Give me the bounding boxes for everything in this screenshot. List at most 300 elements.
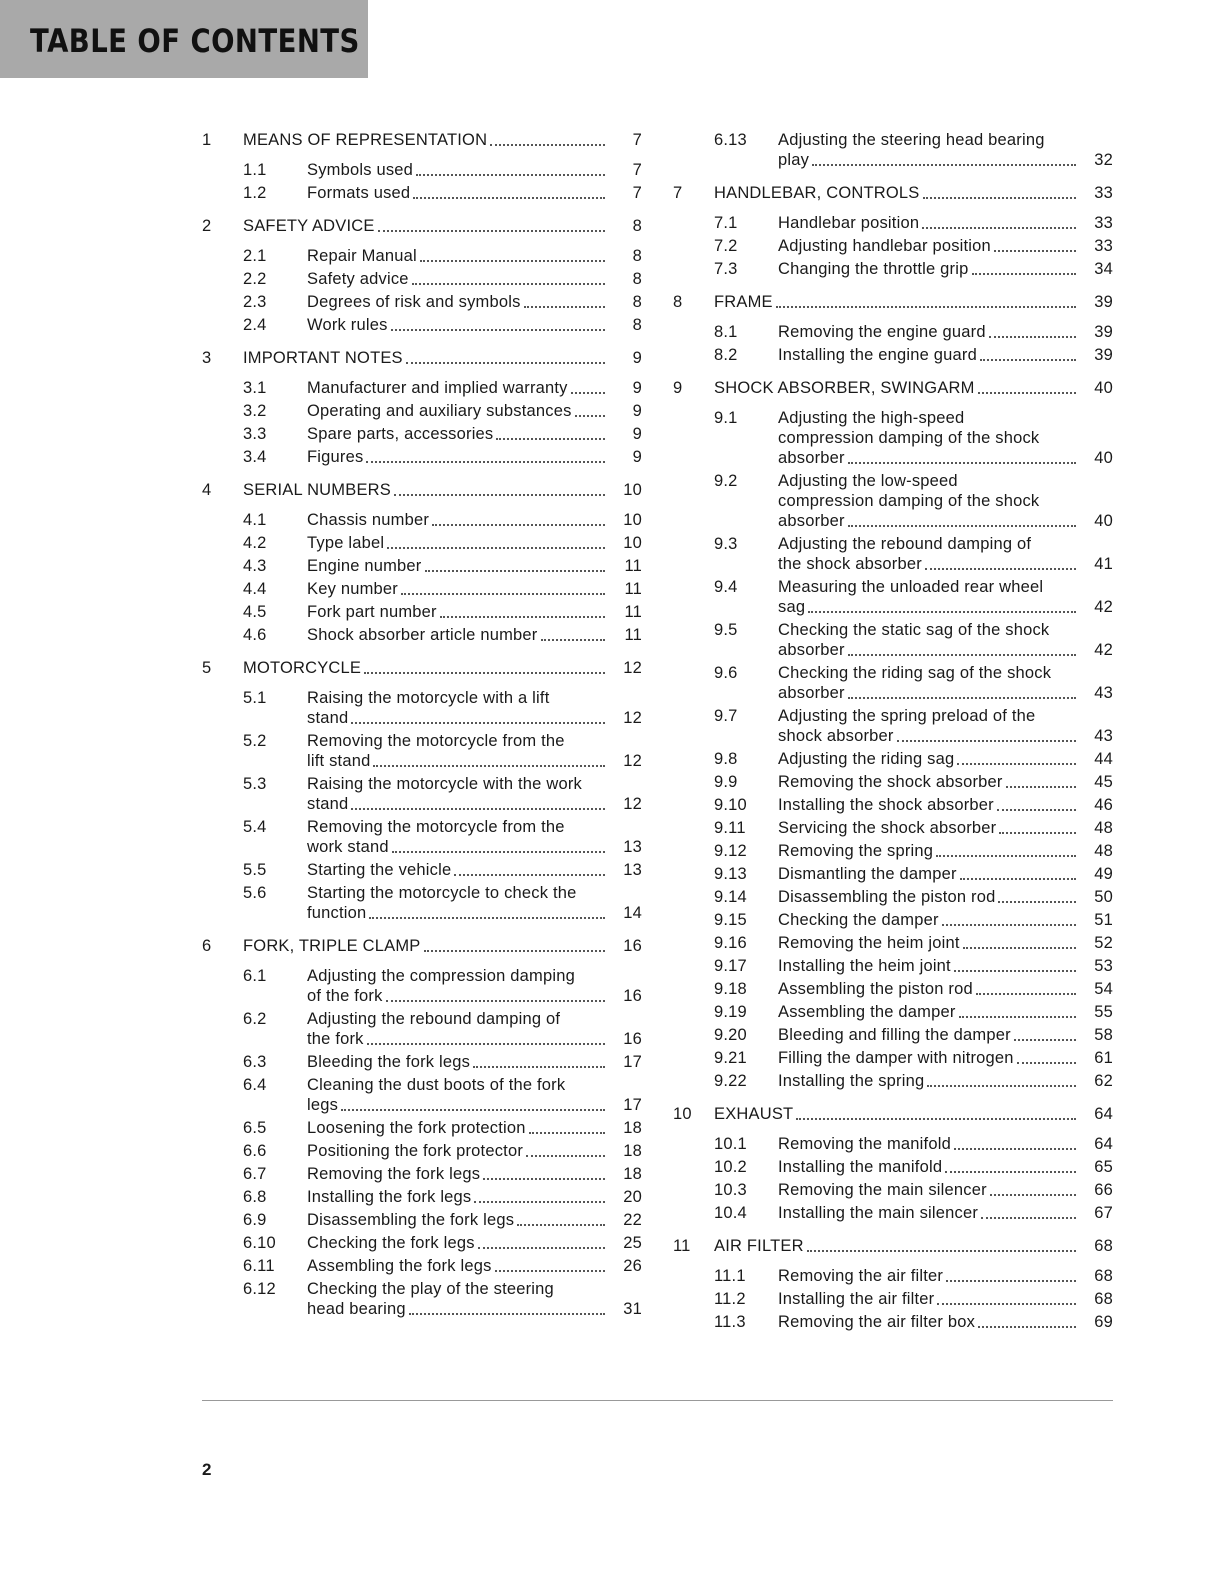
dot-leader (341, 1109, 605, 1111)
toc-entry-number: 2.1 (243, 247, 267, 265)
toc-entry-title-text: of the fork (307, 987, 383, 1005)
toc-entry-page: 16 (623, 987, 642, 1005)
toc-entry-title-text: Installing the main silencer (778, 1204, 979, 1222)
dot-leader (922, 227, 1076, 229)
toc-section-entry[interactable] (673, 1002, 1113, 1022)
page-number: 2 (202, 1460, 212, 1479)
toc-entry-number: 3 (202, 349, 212, 367)
toc-entry-number: 3.3 (243, 425, 267, 443)
toc-entry-title-line (307, 1009, 608, 1029)
toc-entry-title-text: absorber (778, 684, 845, 702)
toc-section-entry[interactable] (202, 1256, 642, 1276)
toc-entry-number: 9.10 (714, 796, 747, 814)
toc-entry-title-line (778, 471, 1079, 491)
toc-entry-number: 1.2 (243, 184, 267, 202)
toc-entry-page: 40 (1094, 512, 1113, 530)
toc-entry-title-text: Removing the fork legs (307, 1165, 481, 1183)
toc-entry-title-text: HANDLEBAR, CONTROLS (714, 184, 920, 202)
toc-entry-page: 46 (1094, 796, 1113, 814)
toc-section-entry[interactable] (202, 1075, 642, 1115)
dot-leader (529, 1132, 605, 1134)
toc-section-entry[interactable] (202, 424, 642, 444)
toc-entry-number: 9.7 (714, 707, 738, 725)
toc-entry-title-line (778, 1025, 1079, 1045)
toc-entry-title-text: Figures (307, 448, 364, 466)
toc-chapter-entry[interactable] (202, 348, 642, 368)
toc-section-entry[interactable] (202, 688, 642, 728)
toc-entry-title-line (307, 556, 608, 576)
toc-entry-number: 5.5 (243, 861, 267, 879)
toc-entry-title (307, 246, 608, 266)
toc-entry-title-text: Spare parts, accessories (307, 425, 494, 443)
toc-entry-page: 20 (623, 1188, 642, 1206)
toc-section-entry[interactable] (202, 378, 642, 398)
toc-entry-title-text: Removing the heim joint (778, 934, 960, 952)
toc-entry-title-line (778, 322, 1079, 342)
dot-leader (473, 1066, 605, 1068)
toc-section-entry[interactable] (202, 556, 642, 576)
toc-entry-title-line (307, 751, 608, 771)
toc-section-entry[interactable] (673, 1266, 1113, 1286)
toc-section-entry[interactable] (202, 510, 642, 530)
dot-leader (972, 273, 1077, 275)
dot-leader (976, 993, 1076, 995)
toc-section-entry[interactable] (202, 292, 642, 312)
toc-entry-number: 6.6 (243, 1142, 267, 1160)
toc-entry-number: 9.20 (714, 1026, 747, 1044)
dot-leader (571, 392, 605, 394)
toc-entry-number: 6.8 (243, 1188, 267, 1206)
toc-section-entry[interactable] (673, 749, 1113, 769)
toc-entry-title (778, 1312, 1079, 1332)
toc-section-entry[interactable] (673, 663, 1113, 703)
toc-entry-title-text: Installing the spring (778, 1072, 925, 1090)
toc-entry-title-text: Installing the shock absorber (778, 796, 994, 814)
toc-entry-title (778, 887, 1079, 907)
dot-leader (409, 1313, 605, 1315)
toc-entry-title (778, 1002, 1079, 1022)
toc-entry-page: 33 (1094, 184, 1113, 202)
toc-entry-title-text: function (307, 904, 367, 922)
toc-entry-page: 65 (1094, 1158, 1113, 1176)
dot-leader (978, 1326, 1076, 1328)
toc-entry-title-line (307, 986, 608, 1006)
toc-entry-title (714, 183, 1079, 203)
toc-entry-title-line (778, 795, 1079, 815)
toc-entry-title-text: Installing the engine guard (778, 346, 977, 364)
toc-entry-title-line (307, 883, 608, 903)
toc-chapter-entry[interactable] (673, 292, 1113, 312)
toc-entry-title-text: compression damping of the shock (778, 492, 1040, 510)
toc-entry-title-line (778, 979, 1079, 999)
toc-entry-number: 8 (673, 293, 683, 311)
toc-chapter-entry[interactable] (202, 216, 642, 236)
dot-leader (420, 260, 605, 262)
toc-chapter-entry[interactable] (673, 378, 1113, 398)
toc-section-entry[interactable] (673, 1203, 1113, 1223)
toc-section-entry[interactable] (673, 1180, 1113, 1200)
toc-section-entry[interactable] (202, 183, 642, 203)
toc-entry-page: 12 (623, 659, 642, 677)
toc-entry-title-line (778, 864, 1079, 884)
dot-leader (392, 851, 605, 853)
toc-section-entry[interactable] (202, 774, 642, 814)
toc-entry-page: 39 (1094, 323, 1113, 341)
toc-entry-number: 11.1 (714, 1267, 746, 1285)
toc-chapter-entry[interactable] (673, 1236, 1113, 1256)
dot-leader (351, 808, 605, 810)
toc-entry-title (307, 625, 608, 645)
dot-leader (517, 1224, 605, 1226)
dot-leader (496, 438, 605, 440)
toc-entry-title (778, 259, 1079, 279)
toc-section-entry[interactable] (202, 246, 642, 266)
dot-leader (848, 525, 1076, 527)
toc-section-entry[interactable] (673, 259, 1113, 279)
header-bar (0, 0, 368, 78)
toc-entry-title-line (243, 936, 608, 956)
toc-entry-page: 16 (623, 937, 642, 955)
toc-entry-title (307, 160, 608, 180)
dot-leader (989, 336, 1076, 338)
toc-section-entry[interactable] (202, 1164, 642, 1184)
toc-section-entry[interactable] (202, 883, 642, 923)
toc-entry-number: 9.22 (714, 1072, 747, 1090)
toc-entry-number: 6.9 (243, 1211, 267, 1229)
toc-entry-number: 7.1 (714, 214, 738, 232)
toc-entry-number: 1.1 (243, 161, 267, 179)
toc-section-entry[interactable] (673, 213, 1113, 233)
toc-entry-title-line (778, 448, 1079, 468)
toc-section-entry[interactable] (202, 160, 642, 180)
toc-entry-title (778, 663, 1079, 703)
toc-section-entry[interactable] (673, 818, 1113, 838)
toc-entry-page: 13 (623, 838, 642, 856)
toc-entry-title-text: Installing the air filter (778, 1290, 935, 1308)
toc-entry-number: 7.3 (714, 260, 738, 278)
toc-entry-number: 8.2 (714, 346, 738, 364)
toc-entry-title-text: Assembling the damper (778, 1003, 956, 1021)
toc-entry-title-line (307, 1095, 608, 1115)
toc-entry-page: 39 (1094, 346, 1113, 364)
toc-section-entry[interactable] (673, 130, 1113, 170)
toc-section-entry[interactable] (673, 956, 1113, 976)
toc-entry-page: 34 (1094, 260, 1113, 278)
toc-entry-title-text: Repair Manual (307, 247, 417, 265)
toc-entry-title (714, 292, 1079, 312)
toc-entry-title-line (307, 1187, 608, 1207)
toc-entry-title-line (778, 683, 1079, 703)
dot-leader (386, 1000, 605, 1002)
dot-leader (990, 1194, 1076, 1196)
toc-entry-title (714, 378, 1079, 398)
toc-section-entry[interactable] (202, 1233, 642, 1253)
toc-entry-title-line (778, 640, 1079, 660)
toc-section-entry[interactable] (202, 1141, 642, 1161)
toc-entry-number: 3.1 (243, 379, 267, 397)
toc-entry-title-line (243, 480, 608, 500)
dot-leader (848, 654, 1076, 656)
dot-leader (416, 174, 605, 176)
toc-entry-title (243, 130, 608, 150)
toc-section-entry[interactable] (673, 408, 1113, 468)
toc-entry-title-text: EXHAUST (714, 1105, 794, 1123)
toc-section-entry[interactable] (202, 731, 642, 771)
toc-section-entry[interactable] (673, 795, 1113, 815)
toc-entry-page: 39 (1094, 293, 1113, 311)
toc-entry-page: 64 (1094, 1105, 1113, 1123)
toc-entry-title-line (307, 731, 608, 751)
toc-entry-title (778, 795, 1079, 815)
toc-entry-number: 4.1 (243, 511, 267, 529)
toc-entry-title-line (307, 903, 608, 923)
toc-entry-number: 10.2 (714, 1158, 747, 1176)
toc-entry-page: 9 (632, 349, 642, 367)
toc-entry-title-text: Checking the fork legs (307, 1234, 475, 1252)
dot-leader (812, 164, 1076, 166)
toc-column-left (202, 127, 642, 1322)
toc-entry-number: 10.1 (714, 1135, 747, 1153)
dot-leader (369, 917, 605, 919)
toc-entry-number: 6.11 (243, 1257, 275, 1275)
toc-entry-page: 33 (1094, 237, 1113, 255)
toc-entry-page: 48 (1094, 842, 1113, 860)
dot-leader (954, 1148, 1076, 1150)
toc-entry-title-text: Symbols used (307, 161, 414, 179)
toc-entry-title-text: Checking the riding sag of the shock (778, 664, 1052, 682)
toc-entry-number: 4.2 (243, 534, 267, 552)
toc-entry-title (778, 1134, 1079, 1154)
toc-section-entry[interactable] (673, 979, 1113, 999)
toc-entry-title-text: the fork (307, 1030, 364, 1048)
toc-entry-title-line (307, 315, 608, 335)
toc-entry-number: 6.3 (243, 1053, 267, 1071)
toc-section-entry[interactable] (673, 577, 1113, 617)
toc-entry-title-text: Shock absorber article number (307, 626, 538, 644)
toc-entry-title-text: shock absorber (778, 727, 894, 745)
toc-entry-title (778, 1289, 1079, 1309)
toc-entry-title-line (307, 774, 608, 794)
toc-entry-title-text: Adjusting the low-speed (778, 472, 958, 490)
toc-entry-title-text: Loosening the fork protection (307, 1119, 526, 1137)
dot-leader (425, 570, 605, 572)
toc-entry-title-text: Removing the spring (778, 842, 934, 860)
dot-leader (454, 874, 605, 876)
toc-section-entry[interactable] (673, 1157, 1113, 1177)
toc-section-entry[interactable] (673, 706, 1113, 746)
dot-leader (364, 672, 605, 674)
toc-entry-title-text: MOTORCYCLE (243, 659, 362, 677)
toc-section-entry[interactable] (673, 1134, 1113, 1154)
toc-entry-number: 7 (673, 184, 683, 202)
toc-entry-number: 9.11 (714, 819, 746, 837)
toc-entry-title (778, 933, 1079, 953)
toc-section-entry[interactable] (202, 269, 642, 289)
toc-entry-page: 18 (623, 1142, 642, 1160)
toc-section-entry[interactable] (673, 345, 1113, 365)
toc-section-entry[interactable] (202, 533, 642, 553)
toc-section-entry[interactable] (673, 887, 1113, 907)
toc-section-entry[interactable] (202, 1009, 642, 1049)
toc-entry-title-line (307, 1075, 608, 1095)
toc-entry-title (778, 1048, 1079, 1068)
toc-entry-title-text: work stand (307, 838, 389, 856)
toc-entry-title (307, 556, 608, 576)
toc-entry-title-text: Removing the shock absorber (778, 773, 1003, 791)
toc-entry-title-line (307, 966, 608, 986)
toc-section-entry[interactable] (673, 910, 1113, 930)
toc-entry-page: 40 (1094, 379, 1113, 397)
toc-entry-title (778, 979, 1079, 999)
toc-section-entry[interactable] (202, 625, 642, 645)
toc-section-entry[interactable] (673, 1312, 1113, 1332)
toc-section-entry[interactable] (202, 579, 642, 599)
toc-chapter-entry[interactable] (202, 130, 642, 150)
dot-leader (848, 462, 1076, 464)
toc-entry-page: 50 (1094, 888, 1113, 906)
toc-entry-title-line (778, 491, 1079, 511)
toc-entry-title-text: SHOCK ABSORBER, SWINGARM (714, 379, 975, 397)
toc-entry-page: 18 (623, 1165, 642, 1183)
toc-entry-number: 4.4 (243, 580, 267, 598)
toc-section-entry[interactable] (202, 1187, 642, 1207)
toc-entry-title-line (307, 1210, 608, 1230)
toc-section-entry[interactable] (673, 772, 1113, 792)
toc-entry-title (778, 864, 1079, 884)
toc-entry-page: 11 (624, 603, 642, 621)
toc-entry-title-line (714, 183, 1079, 203)
toc-entry-title-text: Safety advice (307, 270, 409, 288)
toc-entry-number: 8.1 (714, 323, 738, 341)
toc-entry-title (778, 534, 1079, 574)
dot-leader (957, 763, 1076, 765)
toc-entry-page: 58 (1094, 1026, 1113, 1044)
toc-entry-title-line (778, 577, 1079, 597)
toc-entry-title (778, 1071, 1079, 1091)
toc-entry-number: 9 (673, 379, 683, 397)
toc-entry-title (778, 345, 1079, 365)
toc-entry-title (778, 577, 1079, 617)
toc-entry-title-text: AIR FILTER (714, 1237, 804, 1255)
toc-entry-title-text: Installing the fork legs (307, 1188, 472, 1206)
toc-entry-number: 5.2 (243, 732, 267, 750)
toc-entry-title-line (778, 1071, 1079, 1091)
toc-entry-title (307, 292, 608, 312)
toc-entry-title (307, 579, 608, 599)
toc-entry-title (307, 424, 608, 444)
toc-chapter-entry[interactable] (202, 480, 642, 500)
dot-leader (937, 1303, 1076, 1305)
toc-section-entry[interactable] (673, 322, 1113, 342)
toc-entry-title (778, 1157, 1079, 1177)
toc-section-entry[interactable] (202, 817, 642, 857)
toc-section-entry[interactable] (673, 1048, 1113, 1068)
toc-section-entry[interactable] (202, 1118, 642, 1138)
toc-section-entry[interactable] (202, 966, 642, 1006)
toc-chapter-entry[interactable] (202, 936, 642, 956)
dot-leader (897, 740, 1076, 742)
toc-entry-page: 9 (632, 402, 642, 420)
toc-entry-title-line (778, 213, 1079, 233)
toc-entry-title-text: Removing the main silencer (778, 1181, 987, 1199)
toc-entry-title (778, 841, 1079, 861)
toc-entry-title (778, 772, 1079, 792)
toc-entry-title (778, 408, 1079, 468)
toc-entry-title-line (307, 1233, 608, 1253)
toc-entry-title-line (307, 688, 608, 708)
toc-section-entry[interactable] (673, 864, 1113, 884)
toc-entry-number: 9.15 (714, 911, 747, 929)
toc-section-entry[interactable] (673, 1289, 1113, 1309)
toc-entry-title-line (778, 408, 1079, 428)
toc-section-entry[interactable] (202, 1210, 642, 1230)
toc-chapter-entry[interactable] (673, 183, 1113, 203)
toc-entry-title-line (243, 348, 608, 368)
toc-section-entry[interactable] (673, 1071, 1113, 1091)
toc-section-entry[interactable] (202, 602, 642, 622)
toc-entry-title (778, 322, 1079, 342)
toc-section-entry[interactable] (202, 860, 642, 880)
toc-section-entry[interactable] (202, 1279, 642, 1319)
toc-entry-page: 9 (632, 379, 642, 397)
toc-entry-title-text: Checking the play of the steering (307, 1280, 554, 1298)
toc-entry-number: 11.2 (714, 1290, 746, 1308)
toc-entry-title (307, 1233, 608, 1253)
toc-entry-page: 14 (623, 904, 642, 922)
toc-entry-title-line (714, 378, 1079, 398)
dot-leader (495, 1270, 605, 1272)
toc-section-entry[interactable] (673, 841, 1113, 861)
toc-entry-title-line (778, 1157, 1079, 1177)
toc-entry-number: 9.12 (714, 842, 747, 860)
toc-entry-title-line (778, 749, 1079, 769)
toc-entry-title (243, 348, 608, 368)
toc-entry-number: 11 (673, 1237, 691, 1255)
toc-entry-title (778, 471, 1079, 531)
dot-leader (387, 547, 605, 549)
toc-entry-title (307, 1009, 608, 1049)
toc-section-entry[interactable] (673, 471, 1113, 531)
toc-entry-title-line (307, 1141, 608, 1161)
toc-entry-title-text: lift stand (307, 752, 371, 770)
toc-entry-title-line (243, 130, 608, 150)
toc-entry-title-line (778, 1002, 1079, 1022)
toc-entry-page: 18 (623, 1119, 642, 1137)
toc-section-entry[interactable] (202, 315, 642, 335)
toc-section-entry[interactable] (673, 534, 1113, 574)
toc-chapter-entry[interactable] (202, 658, 642, 678)
toc-section-entry[interactable] (673, 1025, 1113, 1045)
toc-chapter-entry[interactable] (673, 1104, 1113, 1124)
toc-section-entry[interactable] (202, 401, 642, 421)
toc-section-entry[interactable] (673, 620, 1113, 660)
toc-entry-page: 7 (632, 131, 642, 149)
toc-section-entry[interactable] (673, 236, 1113, 256)
toc-entry-page: 53 (1094, 957, 1113, 975)
toc-entry-title-line (778, 236, 1079, 256)
toc-entry-number: 5.1 (243, 689, 267, 707)
dot-leader (923, 197, 1076, 199)
toc-entry-title-text: Measuring the unloaded rear wheel (778, 578, 1044, 596)
toc-entry-number: 2.3 (243, 293, 267, 311)
toc-section-entry[interactable] (673, 933, 1113, 953)
toc-section-entry[interactable] (202, 447, 642, 467)
toc-entry-title-text: sag (778, 598, 806, 616)
toc-entry-page: 54 (1094, 980, 1113, 998)
toc-entry-title-line (307, 1299, 608, 1319)
toc-section-entry[interactable] (202, 1052, 642, 1072)
toc-entry-title-line (307, 817, 608, 837)
